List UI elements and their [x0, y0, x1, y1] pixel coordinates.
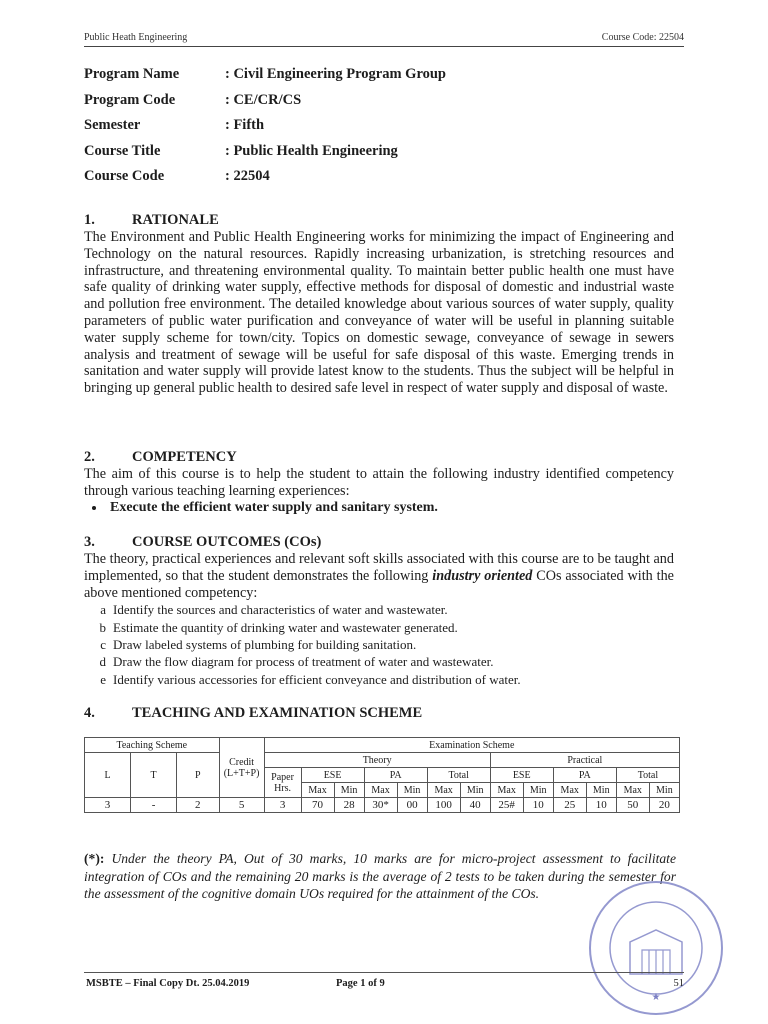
outcome-letter: b [99, 619, 106, 635]
section-heading [84, 212, 674, 229]
outcome-text: Identify various accessories for efficient conveyance and distribution of water. [113, 671, 521, 687]
max-header: Max [427, 783, 460, 798]
table-cell: 20 [649, 798, 679, 813]
outcomes-intro-a: The theory, practical experiences and relevant soft skills associated with this course are to be taught and implemented, so that the student demonstrates the following [84, 551, 674, 584]
meta-value: : Civil Engineering Program Group [225, 66, 446, 82]
outcome-item [84, 619, 674, 636]
exam-scheme-header: Examination Scheme [264, 738, 679, 753]
theory-header: Theory [264, 753, 490, 768]
outcome-text: Draw the flow diagram for process of treatment of water and wastewater. [113, 654, 494, 670]
seal-star: ★ [651, 992, 661, 1003]
col-l: L [85, 753, 131, 798]
meta-value: : Fifth [225, 117, 265, 134]
theory-pa-header: PA [364, 768, 427, 783]
course-meta [84, 66, 684, 194]
header-right: Course Code: 22504 [601, 32, 684, 43]
note-lead: (*): [84, 851, 105, 866]
table-cell: 5 [219, 798, 264, 813]
table-cell: 50 [616, 798, 649, 813]
practical-pa-header: PA [553, 768, 616, 783]
outcome-item [84, 601, 674, 618]
meta-key: Program Code [84, 91, 176, 108]
section-competency [84, 449, 674, 516]
section-number: 3. [84, 534, 95, 550]
table-cell: 25 [553, 798, 586, 813]
table-cell: 100 [427, 798, 460, 813]
col-t: T [131, 753, 177, 798]
footer-page-number: 51 [673, 978, 684, 989]
section-title: COURSE OUTCOMES (COs) [132, 534, 322, 550]
outcome-letter: a [100, 602, 106, 618]
outcome-text: Estimate the quantity of drinking water and wastewater generated. [113, 619, 458, 635]
section-scheme [84, 705, 674, 722]
rationale-text: The Environment and Public Health Engineering works for minimizing the impact of Engineering and Technology on the natural resources. Rapidly increasing urbanization, is stretching resources and infrastructure, and threatening environmental quality. To maintain better public health one must have safe quality of drinking water supply, effective methods for disposal of domestic and industrial waste and pollution free environment. The detailed knowledge about various sources of water supply, quality parameters of public water purification and conveyance of water will be useful in planning suitable water supply scheme for town/city. Topics on domestic sewage, conveyance of sewage in sewers analysis and treatment of sewage will be useful for safe disposal of this waste. Emerging trends in sanitation and water supply will provide latest know to the students. Thus the subject will be helpful in bringing up general public health to desired safe level in respect of water supply and disposal of waste. [84, 229, 674, 397]
table-cell: 70 [301, 798, 334, 813]
theory-total-header: Total [427, 768, 490, 783]
table-cell: 28 [334, 798, 364, 813]
section-title: RATIONALE [132, 212, 219, 228]
competency-list [84, 500, 674, 516]
section-heading [84, 449, 674, 466]
outcome-item [84, 636, 674, 653]
min-header: Min [460, 783, 490, 798]
max-header: Max [553, 783, 586, 798]
section-number: 2. [84, 449, 95, 465]
section-number: 4. [84, 705, 95, 721]
outcome-text: Identify the sources and characteristics of water and wastewater. [113, 602, 448, 618]
practical-ese-header: ESE [490, 768, 553, 783]
section-course-outcomes [84, 534, 674, 688]
outcomes-intro-emphasis: industry oriented [432, 567, 533, 584]
meta-key: Semester [84, 117, 141, 134]
section-rationale [84, 212, 674, 397]
board-seal [586, 878, 726, 1018]
footer-left: MSBTE – Final Copy Dt. 25.04.2019 [86, 978, 250, 989]
meta-row [84, 66, 684, 92]
practical-total-header: Total [616, 768, 679, 783]
section-heading [84, 705, 674, 722]
meta-key: Course Title [84, 142, 161, 159]
section-heading [84, 534, 674, 551]
teaching-scheme-header: Teaching Scheme [85, 738, 220, 753]
page-footer [84, 972, 684, 993]
min-header: Min [397, 783, 427, 798]
max-header: Max [301, 783, 334, 798]
min-header: Min [586, 783, 616, 798]
max-header: Max [490, 783, 523, 798]
meta-value: : 22504 [225, 168, 270, 185]
outcome-text: Draw labeled systems of plumbing for building sanitation. [113, 636, 417, 652]
table-cell: 2 [177, 798, 220, 813]
table-cell: 30* [364, 798, 397, 813]
competency-item: • Execute the efficient water supply and sanitary system. [106, 500, 674, 516]
max-header: Max [364, 783, 397, 798]
table-cell: 3 [264, 798, 301, 813]
outcomes-intro [84, 551, 674, 601]
outcome-item [84, 653, 674, 670]
table-cell: 10 [586, 798, 616, 813]
meta-value: : CE/CR/CS [225, 91, 302, 108]
theory-ese-header: ESE [301, 768, 364, 783]
table-cell: 10 [523, 798, 553, 813]
outcomes-intro-b: COs associated with the above mentioned competency: [84, 567, 674, 601]
seal-columns-icon [642, 950, 670, 974]
min-header: Min [649, 783, 679, 798]
outcome-letter: d [99, 654, 106, 670]
scheme-table [84, 737, 680, 813]
practical-header: Practical [490, 753, 679, 768]
header-left: Public Heath Engineering [84, 32, 188, 43]
meta-row [84, 92, 684, 118]
meta-row [84, 117, 684, 143]
section-title: TEACHING AND EXAMINATION SCHEME [132, 705, 423, 721]
running-header [84, 30, 684, 47]
min-header: Min [523, 783, 553, 798]
col-p: P [177, 753, 220, 798]
outcome-letter: c [100, 636, 106, 652]
outcome-item [84, 671, 674, 688]
note-text: Under the theory PA, Out of 30 marks, 10 marks are for micro-project assessment to facilitate integration of COs and the remaining 20 marks is the average of 2 tests to be taken during the semester for the assessment of the cognitive domain UOs required for the attainment of the COs. [84, 851, 676, 902]
meta-key: Program Name [84, 66, 180, 82]
credit-header: Credit (L+T+P) [219, 738, 264, 798]
competency-text: The aim of this course is to help the student to attain the following industry identified competency through various teaching learning experiences: [84, 466, 674, 499]
outcomes-list [84, 601, 674, 687]
min-header: Min [334, 783, 364, 798]
meta-row [84, 143, 684, 169]
meta-key: Course Code [84, 168, 165, 185]
table-cell: 00 [397, 798, 427, 813]
table-cell: 3 [85, 798, 131, 813]
footer-page: Page 1 of 9 [336, 978, 385, 989]
section-number: 1. [84, 212, 95, 228]
max-header: Max [616, 783, 649, 798]
table-cell: 40 [460, 798, 490, 813]
paper-hrs-header: Paper Hrs. [264, 768, 301, 798]
section-title: COMPETENCY [132, 449, 237, 465]
table-cell: - [131, 798, 177, 813]
outcome-letter: e [100, 671, 106, 687]
meta-value: : Public Health Engineering [225, 142, 398, 159]
meta-row [84, 168, 684, 194]
table-cell: 25# [490, 798, 523, 813]
